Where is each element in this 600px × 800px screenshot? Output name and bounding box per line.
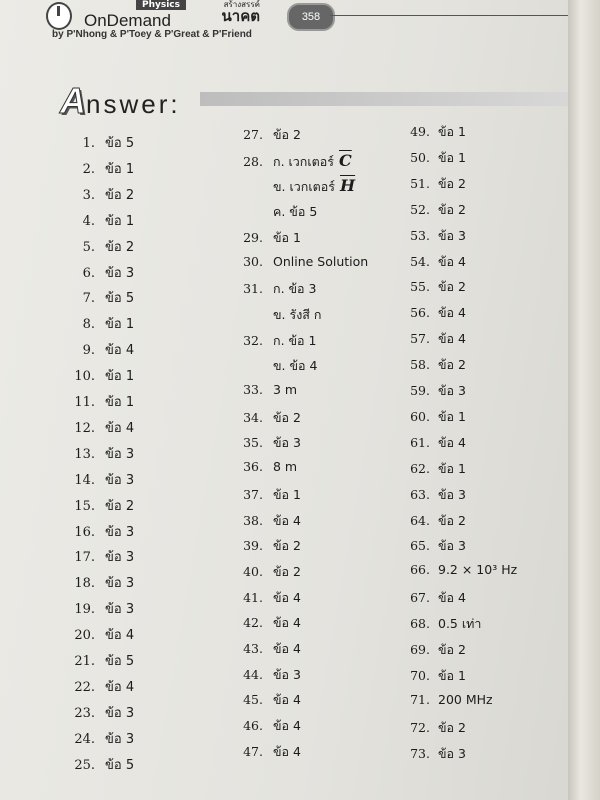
vector-symbol: $\overline{C}$ — [339, 150, 352, 170]
answer-row — [400, 277, 466, 297]
answer-value: 200 MHz — [438, 691, 493, 707]
answer-value: ข้อ 3 — [105, 576, 135, 592]
answer-row — [400, 459, 466, 479]
answer-value: ข้อ 5 — [105, 757, 135, 773]
answer-value: ข้อ 4 — [105, 420, 135, 436]
answer-row — [233, 202, 317, 222]
answer-number: 7. — [82, 291, 95, 307]
answer-row — [55, 132, 134, 153]
answer-row — [55, 287, 134, 308]
answer-value: ข้อ 2 — [105, 498, 135, 514]
answer-row — [233, 485, 301, 505]
answer-number: 38. — [243, 512, 263, 528]
answer-row — [55, 236, 134, 257]
answer-row — [400, 588, 466, 608]
answer-number: 52. — [410, 201, 430, 217]
answer-number: 70. — [410, 667, 430, 683]
answer-value: ข้อ 2 — [105, 239, 135, 255]
answer-row — [400, 226, 466, 246]
answer-value: ข้อ 4 — [273, 692, 301, 708]
answer-number: 40. — [243, 563, 263, 579]
answer-row — [400, 252, 466, 272]
answer-row — [55, 728, 134, 749]
answer-value: ข. ข้อ 4 — [273, 358, 318, 374]
answer-value: 3 m — [273, 382, 298, 397]
answer-value: 8 m — [273, 459, 298, 475]
thai-slogan-small: สร้างสรรค์ — [223, 0, 260, 9]
answer-row — [55, 313, 134, 334]
answer-row — [55, 391, 134, 412]
answer-number: 27. — [243, 127, 263, 142]
answer-row — [400, 614, 481, 634]
answer-value: ข้อ 4 — [105, 343, 135, 359]
answer-row — [233, 613, 301, 633]
answer-row — [400, 692, 493, 707]
answer-row — [55, 598, 134, 619]
answer-value: ข้อ 3 — [438, 538, 466, 554]
answer-value: ข้อ 4 — [105, 679, 135, 695]
answer-value: ข้อ 3 — [105, 446, 135, 462]
answer-row — [233, 459, 297, 474]
answer-value: ข้อ 1 — [438, 460, 466, 476]
answer-row — [233, 305, 321, 325]
answer-value: ข้อ 4 — [273, 641, 301, 656]
answer-number: 57. — [410, 331, 430, 347]
answer-row — [55, 702, 134, 723]
answer-row — [400, 640, 466, 660]
answer-value: ข้อ 2 — [438, 512, 466, 528]
answer-value: ข้อ 3 — [105, 602, 135, 618]
answer-row — [55, 521, 134, 542]
answer-row — [55, 469, 134, 490]
answer-row — [233, 279, 317, 299]
answer-number: 4. — [82, 213, 95, 229]
answer-row — [400, 485, 466, 505]
answer-value: ข้อ 3 — [273, 435, 301, 451]
answer-number: 63. — [410, 486, 430, 502]
answer-row — [400, 562, 517, 577]
answer-value: ข้อ 1 — [105, 369, 135, 385]
answer-row — [400, 381, 466, 401]
answer-number: 72. — [410, 719, 430, 735]
answer-value: ข้อ 2 — [438, 357, 466, 373]
answer-value: Online Solution — [273, 253, 369, 269]
answer-value: ข้อ 2 — [438, 719, 466, 735]
answer-title — [60, 80, 181, 122]
answer-value: ข้อ 4 — [273, 615, 301, 631]
answer-number: 14. — [74, 472, 95, 488]
answer-value: ข้อ 2 — [273, 409, 301, 425]
answer-value: ข้อ 3 — [105, 705, 135, 721]
answer-value: ข้อ 3 — [438, 227, 466, 243]
vector-symbol: $\overline{H}$ — [339, 176, 356, 196]
answer-number: 37. — [243, 486, 263, 502]
answer-number: 32. — [243, 332, 263, 348]
answer-number: 62. — [410, 460, 430, 476]
answer-number: 47. — [243, 743, 263, 759]
answer-row — [55, 624, 134, 645]
answer-row — [233, 511, 301, 531]
answer-number: 36. — [243, 459, 263, 475]
answer-number: 53. — [410, 227, 430, 243]
answer-value: ข้อ 3 — [105, 265, 135, 281]
answer-number: 30. — [243, 253, 263, 269]
answer-number: 67. — [410, 590, 430, 606]
answer-number: 55. — [410, 279, 430, 295]
answer-number: 12. — [74, 420, 95, 436]
answer-number: 3. — [82, 187, 95, 203]
answer-number: 18. — [74, 576, 95, 592]
answer-row — [55, 546, 134, 567]
authors-line: by P'Nhong & P'Toey & P'Great & P'Friend — [52, 29, 252, 40]
answer-value: ข้อ 1 — [105, 395, 135, 410]
answer-row — [233, 588, 301, 608]
answer-number: 17. — [74, 550, 95, 566]
page-number: 358 — [287, 3, 335, 31]
answer-row — [233, 228, 301, 248]
answer-value: ข้อ 1 — [438, 149, 466, 165]
answer-row — [233, 716, 301, 736]
answer-number: 13. — [74, 446, 95, 462]
answer-number: 31. — [243, 281, 263, 297]
answer-value: ข้อ 2 — [273, 127, 301, 142]
answer-number: 49. — [410, 124, 430, 139]
answer-row — [55, 495, 134, 516]
answer-value: ข้อ 1 — [273, 229, 301, 245]
answer-row — [400, 174, 466, 194]
answer-row — [55, 339, 134, 360]
answer-row — [400, 200, 466, 220]
answer-row — [400, 122, 466, 142]
answer-number: 68. — [410, 616, 430, 632]
answer-row — [400, 511, 466, 531]
answer-value: ข้อ 4 — [438, 434, 466, 450]
answer-row — [55, 754, 134, 775]
answer-value: ข้อ 3 — [105, 524, 135, 540]
answer-number: 73. — [410, 745, 430, 761]
answer-value: ข้อ 3 — [105, 731, 135, 747]
answer-number: 58. — [410, 357, 430, 373]
answer-row — [233, 331, 317, 351]
answer-number: 61. — [410, 434, 430, 450]
page-header — [0, 0, 585, 44]
answer-row — [233, 151, 352, 172]
answer-row — [400, 329, 466, 349]
answer-row — [55, 572, 134, 593]
answer-row — [400, 718, 466, 738]
answer-value: ข้อ 4 — [273, 512, 301, 528]
answer-number: 66. — [410, 562, 430, 578]
answer-row — [55, 676, 134, 697]
answer-row — [55, 158, 134, 179]
answer-row — [400, 303, 466, 323]
answer-value: ข้อ 1 — [273, 486, 301, 502]
answer-value: ก. เวกเตอร์ — [273, 153, 334, 169]
answer-row — [55, 365, 134, 386]
answer-number: 20. — [74, 628, 95, 644]
answer-number: 45. — [243, 692, 263, 708]
answer-number: 11. — [74, 395, 95, 410]
answer-value: ข้อ 3 — [105, 550, 135, 566]
answer-number: 1. — [82, 136, 95, 151]
answer-value: ข้อ 4 — [438, 253, 466, 269]
answer-number: 54. — [410, 253, 430, 269]
answer-title-initial: A — [60, 80, 86, 121]
answer-number: 51. — [410, 175, 430, 191]
answer-value: ข้อ 1 — [105, 213, 135, 229]
answer-value: ข้อ 2 — [438, 201, 466, 217]
answer-value: ข้อ 2 — [438, 642, 466, 657]
answer-number: 33. — [243, 382, 263, 397]
answer-value: ข. รังสี ก — [273, 306, 322, 322]
header-rule — [330, 15, 570, 16]
answer-number: 42. — [243, 615, 263, 631]
answer-row — [233, 536, 301, 556]
answer-value: ข้อ 3 — [438, 745, 466, 761]
answer-value: ข้อ 1 — [438, 124, 466, 139]
answer-number: 71. — [410, 691, 430, 707]
answer-number: 41. — [243, 589, 263, 605]
answer-number: 15. — [74, 498, 95, 514]
answer-value: ข้อ 2 — [438, 175, 466, 191]
thai-slogan — [200, 0, 260, 23]
answer-title-rest: nswer: — [86, 89, 181, 119]
answer-value: ข้อ 2 — [273, 563, 301, 579]
answer-value: ข้อ 4 — [438, 331, 466, 347]
answer-row — [233, 562, 301, 582]
answer-value: ข้อ 2 — [105, 187, 135, 203]
answer-number: 50. — [410, 149, 430, 165]
answer-value: ก. ข้อ 1 — [273, 332, 317, 348]
answer-number: 25. — [74, 757, 95, 773]
answer-row — [233, 433, 301, 453]
answer-row — [55, 650, 134, 671]
answer-value: ข้อ 2 — [273, 538, 301, 554]
title-bar — [200, 92, 580, 106]
answer-row — [400, 355, 466, 375]
answer-number: 6. — [82, 265, 95, 281]
answer-value: ข้อ 1 — [105, 161, 135, 177]
answer-number: 19. — [74, 602, 95, 618]
answer-value: ข้อ 1 — [105, 317, 135, 333]
page-edge-stack — [568, 0, 600, 800]
answer-number: 60. — [410, 408, 430, 424]
answer-number: 65. — [410, 538, 430, 554]
answer-value: ข้อ 4 — [438, 305, 466, 321]
answer-row — [55, 443, 134, 464]
answer-value: ข้อ 5 — [105, 654, 135, 669]
answer-row — [233, 742, 301, 762]
answer-row — [233, 408, 301, 428]
answer-row — [233, 356, 317, 376]
answer-value: ข้อ 3 — [105, 472, 135, 488]
answer-value: ข้อ 1 — [438, 667, 466, 683]
answer-number: 34. — [243, 409, 263, 425]
answer-value: ข. เวกเตอร์ — [273, 179, 335, 195]
answer-value: ข้อ 4 — [273, 718, 301, 734]
answer-row — [233, 254, 368, 269]
answer-number: 22. — [74, 679, 95, 695]
answer-value: ข้อ 4 — [273, 589, 301, 605]
subject-badge: Physics — [136, 0, 186, 10]
answer-number: 23. — [74, 705, 95, 721]
answer-value: ข้อ 3 — [438, 486, 466, 502]
answer-number: 44. — [243, 666, 263, 682]
answer-row — [400, 433, 466, 453]
thai-slogan-big: นาคต — [221, 7, 260, 25]
answer-value: ข้อ 4 — [105, 628, 135, 644]
answer-number: 5. — [82, 239, 95, 255]
answer-row — [233, 690, 301, 710]
answer-value: 9.2 × 10³ Hz — [438, 562, 518, 578]
answer-value: ข้อ 5 — [105, 291, 135, 307]
answer-number: 43. — [243, 641, 263, 656]
answer-number: 59. — [410, 383, 430, 398]
answer-value: ค. ข้อ 5 — [273, 204, 318, 220]
answer-number: 64. — [410, 512, 430, 528]
answer-row — [400, 407, 466, 427]
answer-value: ข้อ 4 — [438, 590, 466, 606]
answer-row — [55, 417, 134, 438]
answer-number: 69. — [410, 642, 430, 657]
answer-number: 46. — [243, 718, 263, 734]
brand-name: OnDemand — [84, 11, 171, 30]
answer-value: ก. ข้อ 3 — [273, 281, 317, 297]
answer-number: 35. — [243, 435, 263, 451]
answer-row — [55, 210, 134, 231]
answer-row — [55, 262, 134, 283]
answer-row — [233, 176, 355, 197]
answer-number: 28. — [243, 153, 263, 169]
answer-row — [233, 382, 297, 397]
answer-row — [400, 744, 466, 764]
answer-row — [400, 148, 466, 168]
power-logo-icon — [46, 2, 72, 30]
answer-value: ข้อ 3 — [273, 666, 301, 682]
answer-number: 2. — [82, 161, 95, 177]
answer-number: 56. — [410, 305, 430, 321]
answer-value: ข้อ 2 — [438, 279, 466, 295]
answer-row — [233, 665, 301, 685]
answer-row — [55, 184, 134, 205]
answer-number: 10. — [74, 369, 95, 385]
answer-row — [400, 536, 466, 556]
answer-value: ข้อ 3 — [438, 383, 466, 398]
answer-number: 29. — [243, 229, 263, 245]
answer-number: 21. — [74, 654, 95, 669]
answer-number: 39. — [243, 538, 263, 554]
answer-value: 0.5 เท่า — [438, 616, 482, 632]
answer-number: 9. — [82, 343, 95, 359]
answer-value: ข้อ 4 — [273, 743, 301, 759]
answer-row — [400, 666, 466, 686]
answer-number: 8. — [82, 317, 95, 333]
answer-value: ข้อ 5 — [105, 136, 135, 151]
answer-row — [233, 125, 301, 145]
answer-number: 24. — [74, 731, 95, 747]
answer-number: 16. — [74, 524, 95, 540]
answer-row — [233, 639, 301, 659]
answer-value: ข้อ 1 — [438, 408, 466, 424]
